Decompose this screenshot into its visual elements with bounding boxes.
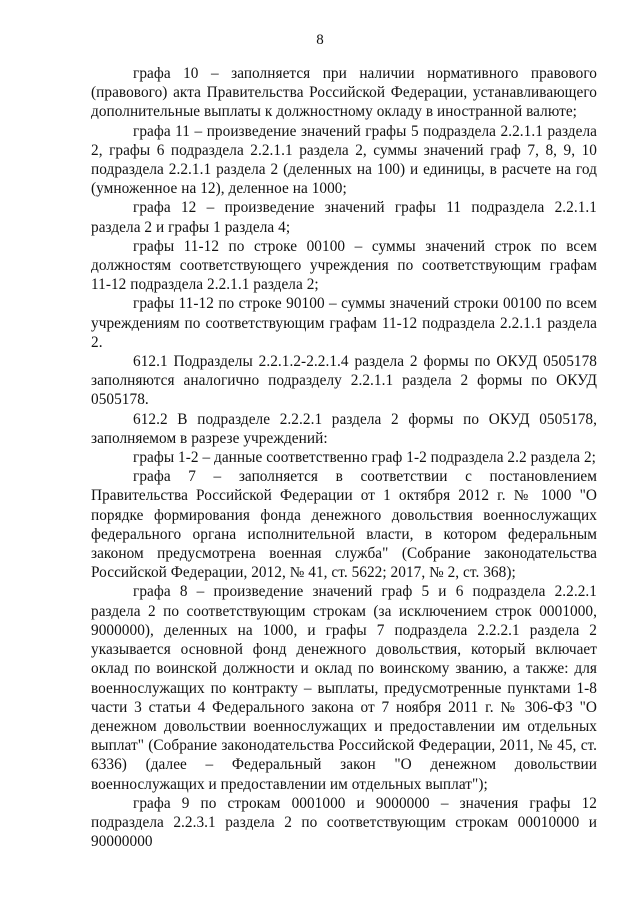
paragraph-612-1: 612.1 Подразделы 2.2.1.2-2.2.1.4 раздела 2 формы по ОКУД 0505178 заполняются аналогично подразделу 2.2.1.1 раздела 2 формы по ОКУД 0505178. bbox=[91, 353, 597, 409]
document-body bbox=[91, 64, 597, 851]
page-number: 8 bbox=[316, 32, 324, 48]
paragraph-grafa-8: графа 8 – произведение значений граф 5 и 6 подраздела 2.2.2.1 раздела 2 по соответствующим строкам (за исключением строк 0001000, 9000000), деленных на 1000, и графы 7 подраздела 2.2.2.1 раздела 2 указывается основной фонд денежного довольствия, который включает оклад по воинской должности и оклад по воинскому званию, а также: для военнослужащих по контракту – выплаты, предусмотренные пунктами 1-8 части 3 статьи 4 Федерального закона от 7 ноября 2011 г. № 306-ФЗ "О денежном довольствии военнослужащих и предоставлении им отдельных выплат" (Собрание законодательства Российской Федерации, 2011, № 45, ст. 6336) (далее – Федеральный закон "О денежном довольствии военнослужащих и предоставлении им отдельных выплат"); bbox=[91, 583, 597, 793]
paragraph-grafy-11-12-00100: графы 11-12 по строке 00100 – суммы значений строк по всем должностям соответствующего учреждения по соответствующим графам 11-12 подраздела 2.2.1.1 раздела 2; bbox=[91, 237, 597, 294]
paragraph-grafa-9: графа 9 по строкам 0001000 и 9000000 – значения графы 12 подраздела 2.2.3.1 раздела 2 по соответствующим строкам 00010000 и 90000000 bbox=[91, 794, 597, 851]
paragraph-grafy-11-12-90100: графы 11-12 по строке 90100 – суммы значений строки 00100 по всем учреждениям по соответствующим графам 11-12 подраздела 2.2.1.1 раздела 2. bbox=[91, 295, 597, 351]
paragraph-grafa-12: графа 12 – произведение значений графы 11 подраздела 2.2.1.1 раздела 2 и графы 1 раздела 4; bbox=[91, 199, 597, 236]
paragraph-grafy-1-2: графы 1-2 – данные соответственно граф 1-2 подраздела 2.2 раздела 2; bbox=[133, 449, 596, 467]
paragraph-grafa-11: графа 11 – произведение значений графы 5 подраздела 2.2.1.1 раздела 2, графы 6 подраздела 2.2.1.1 раздела 2, суммы значений граф 7, 8, 9, 10 подраздела 2.2.1.1 раздела 2 (деленных на 100) и единицы, в расчете на год (умноженное на 12), деленное на 1000; bbox=[91, 122, 597, 198]
paragraph-612-2: 612.2 В подразделе 2.2.2.1 раздела 2 формы по ОКУД 0505178, заполняемом в разрезе учреждений: bbox=[91, 410, 597, 447]
paragraph-grafa-7: графа 7 – заполняется в соответствии с постановлением Правительства Российской Федерации от 1 октября 2012 г. № 1000 "О порядке формирования фонда денежного довольствия военнослужащих федерального органа исполнительной власти, в котором федеральным законом предусмотрена военная служба" (Собрание законодательства Российской Федерации, 2012, № 41, ст. 5622; 2017, № 2, ст. 368); bbox=[91, 468, 597, 582]
paragraph-grafa-10: графа 10 – заполняется при наличии нормативного правового (правового) акта Правительства Российской Федерации, устанавливающего дополнительные выплаты к должностному окладу в иностранной валюте; bbox=[91, 65, 597, 121]
